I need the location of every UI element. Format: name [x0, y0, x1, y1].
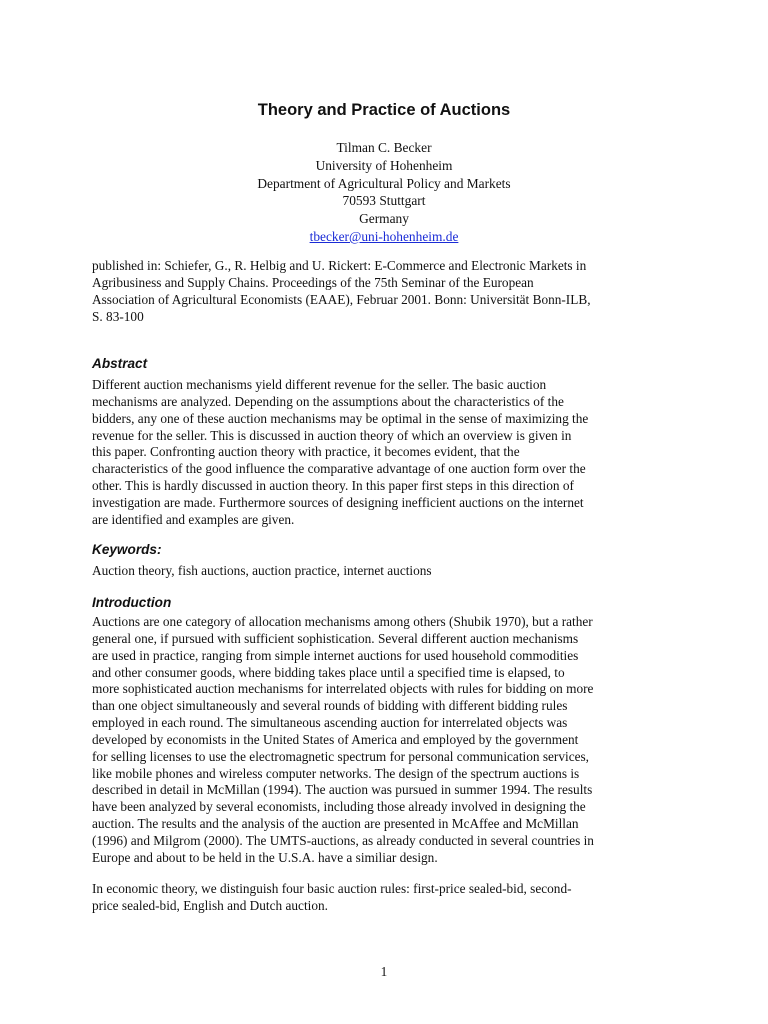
text-line: characteristics of the good influence the comparative advantage of one auction form over the — [92, 461, 586, 477]
text-line: published in: Schiefer, G., R. Helbig and U. Rickert: E-Commerce and Electronic Markets in — [92, 258, 587, 273]
text-line: Agribusiness and Supply Chains. Proceedings of the 75th Seminar of the European — [92, 274, 534, 290]
keywords-text — [92, 563, 682, 580]
text-line: bidders, any one of these auction mechanisms may be optimal in the sense of maximizing the — [92, 410, 589, 426]
text-line: investigation are made. Furthermore sources of designing inefficient auctions on the internet — [92, 494, 584, 510]
author-block — [0, 139, 768, 246]
text-line: are used in practice, ranging from simple internet auctions for used household commodities — [92, 647, 579, 663]
text-line: other. This is hardly discussed in auction theory. In this paper first steps in this direction of — [92, 478, 574, 494]
author-email-link[interactable]: tbecker@uni-hohenheim.de — [309, 228, 459, 244]
paper-title: Theory and Practice of Auctions — [257, 101, 511, 119]
text-line: and other consumer goods, where bidding takes place until a specified time is elapsed, to — [92, 664, 565, 680]
text-line: S. 83-100 — [92, 308, 144, 324]
text-line: mechanisms are analyzed. Depending on the assumptions about the characteristics of the — [92, 393, 564, 409]
author-postal: 70593 Stuttgart — [342, 193, 426, 209]
abstract-heading: Abstract — [92, 356, 148, 371]
text-line: Europe and about to be held in the U.S.A. have a similiar design. — [92, 849, 438, 865]
text-line: Different auction mechanisms yield different revenue for the seller. The basic auction — [92, 377, 547, 392]
text-line: Association of Agricultural Economists (EAAE), Februar 2001. Bonn: Universität Bonn-ILB, — [92, 291, 591, 307]
introduction-heading: Introduction — [92, 595, 172, 610]
text-line: price sealed-bid, English and Dutch auction. — [92, 897, 328, 913]
abstract-text — [92, 377, 682, 529]
text-line: Auctions are one category of allocation mechanisms among others (Shubik 1970), but a rather — [92, 614, 593, 629]
text-line: Auction theory, fish auctions, auction practice, internet auctions — [92, 563, 432, 578]
author-country: Germany — [359, 211, 409, 227]
author-name: Tilman C. Becker — [336, 140, 432, 155]
publication-note — [92, 258, 682, 325]
author-department: Department of Agricultural Policy and Markets — [257, 175, 511, 191]
page-number: 1 — [380, 964, 388, 979]
text-line: revenue for the seller. This is discussed in auction theory of which an overview is given in — [92, 427, 572, 443]
text-line: are identified and examples are given. — [92, 511, 295, 527]
text-line: developed by economists in the United States of America and employed by the government — [92, 731, 579, 747]
text-line: for selling licenses to use the electromagnetic spectrum for personal communication services, — [92, 748, 589, 764]
introduction-paragraph-2 — [92, 881, 682, 915]
text-line: this paper. Confronting auction theory with practice, it becomes evident, that the — [92, 444, 520, 460]
text-line: than one object simultaneously and several rounds of bidding with different bidding rules — [92, 698, 568, 714]
keywords-heading: Keywords: — [92, 542, 162, 557]
text-line: (1996) and Milgrom (2000). The UMTS-auctions, as already conducted in several countries in — [92, 832, 594, 848]
introduction-paragraph-1 — [92, 614, 682, 867]
text-line: employed in each round. The simultaneous ascending auction for interrelated objects was — [92, 715, 568, 731]
author-university: University of Hohenheim — [315, 157, 453, 173]
text-line: auction. The results and the analysis of the auction are presented in McAffee and McMillan — [92, 816, 579, 832]
text-line: like mobile phones and wireless computer networks. The design of the spectrum auctions is — [92, 765, 580, 781]
text-line: have been analyzed by several economists, including those already involved in designing the — [92, 799, 586, 815]
text-line: In economic theory, we distinguish four basic auction rules: first-price sealed-bid, second- — [92, 881, 572, 896]
text-line: more sophisticated auction mechanisms for interrelated objects with rules for bidding on more — [92, 681, 594, 697]
text-line: general one, if pursued with sufficient sophistication. Several different auction mechanisms — [92, 630, 579, 646]
text-line: described in detail in McMillan (1994). The auction was pursued in summer 1994. The results — [92, 782, 593, 798]
